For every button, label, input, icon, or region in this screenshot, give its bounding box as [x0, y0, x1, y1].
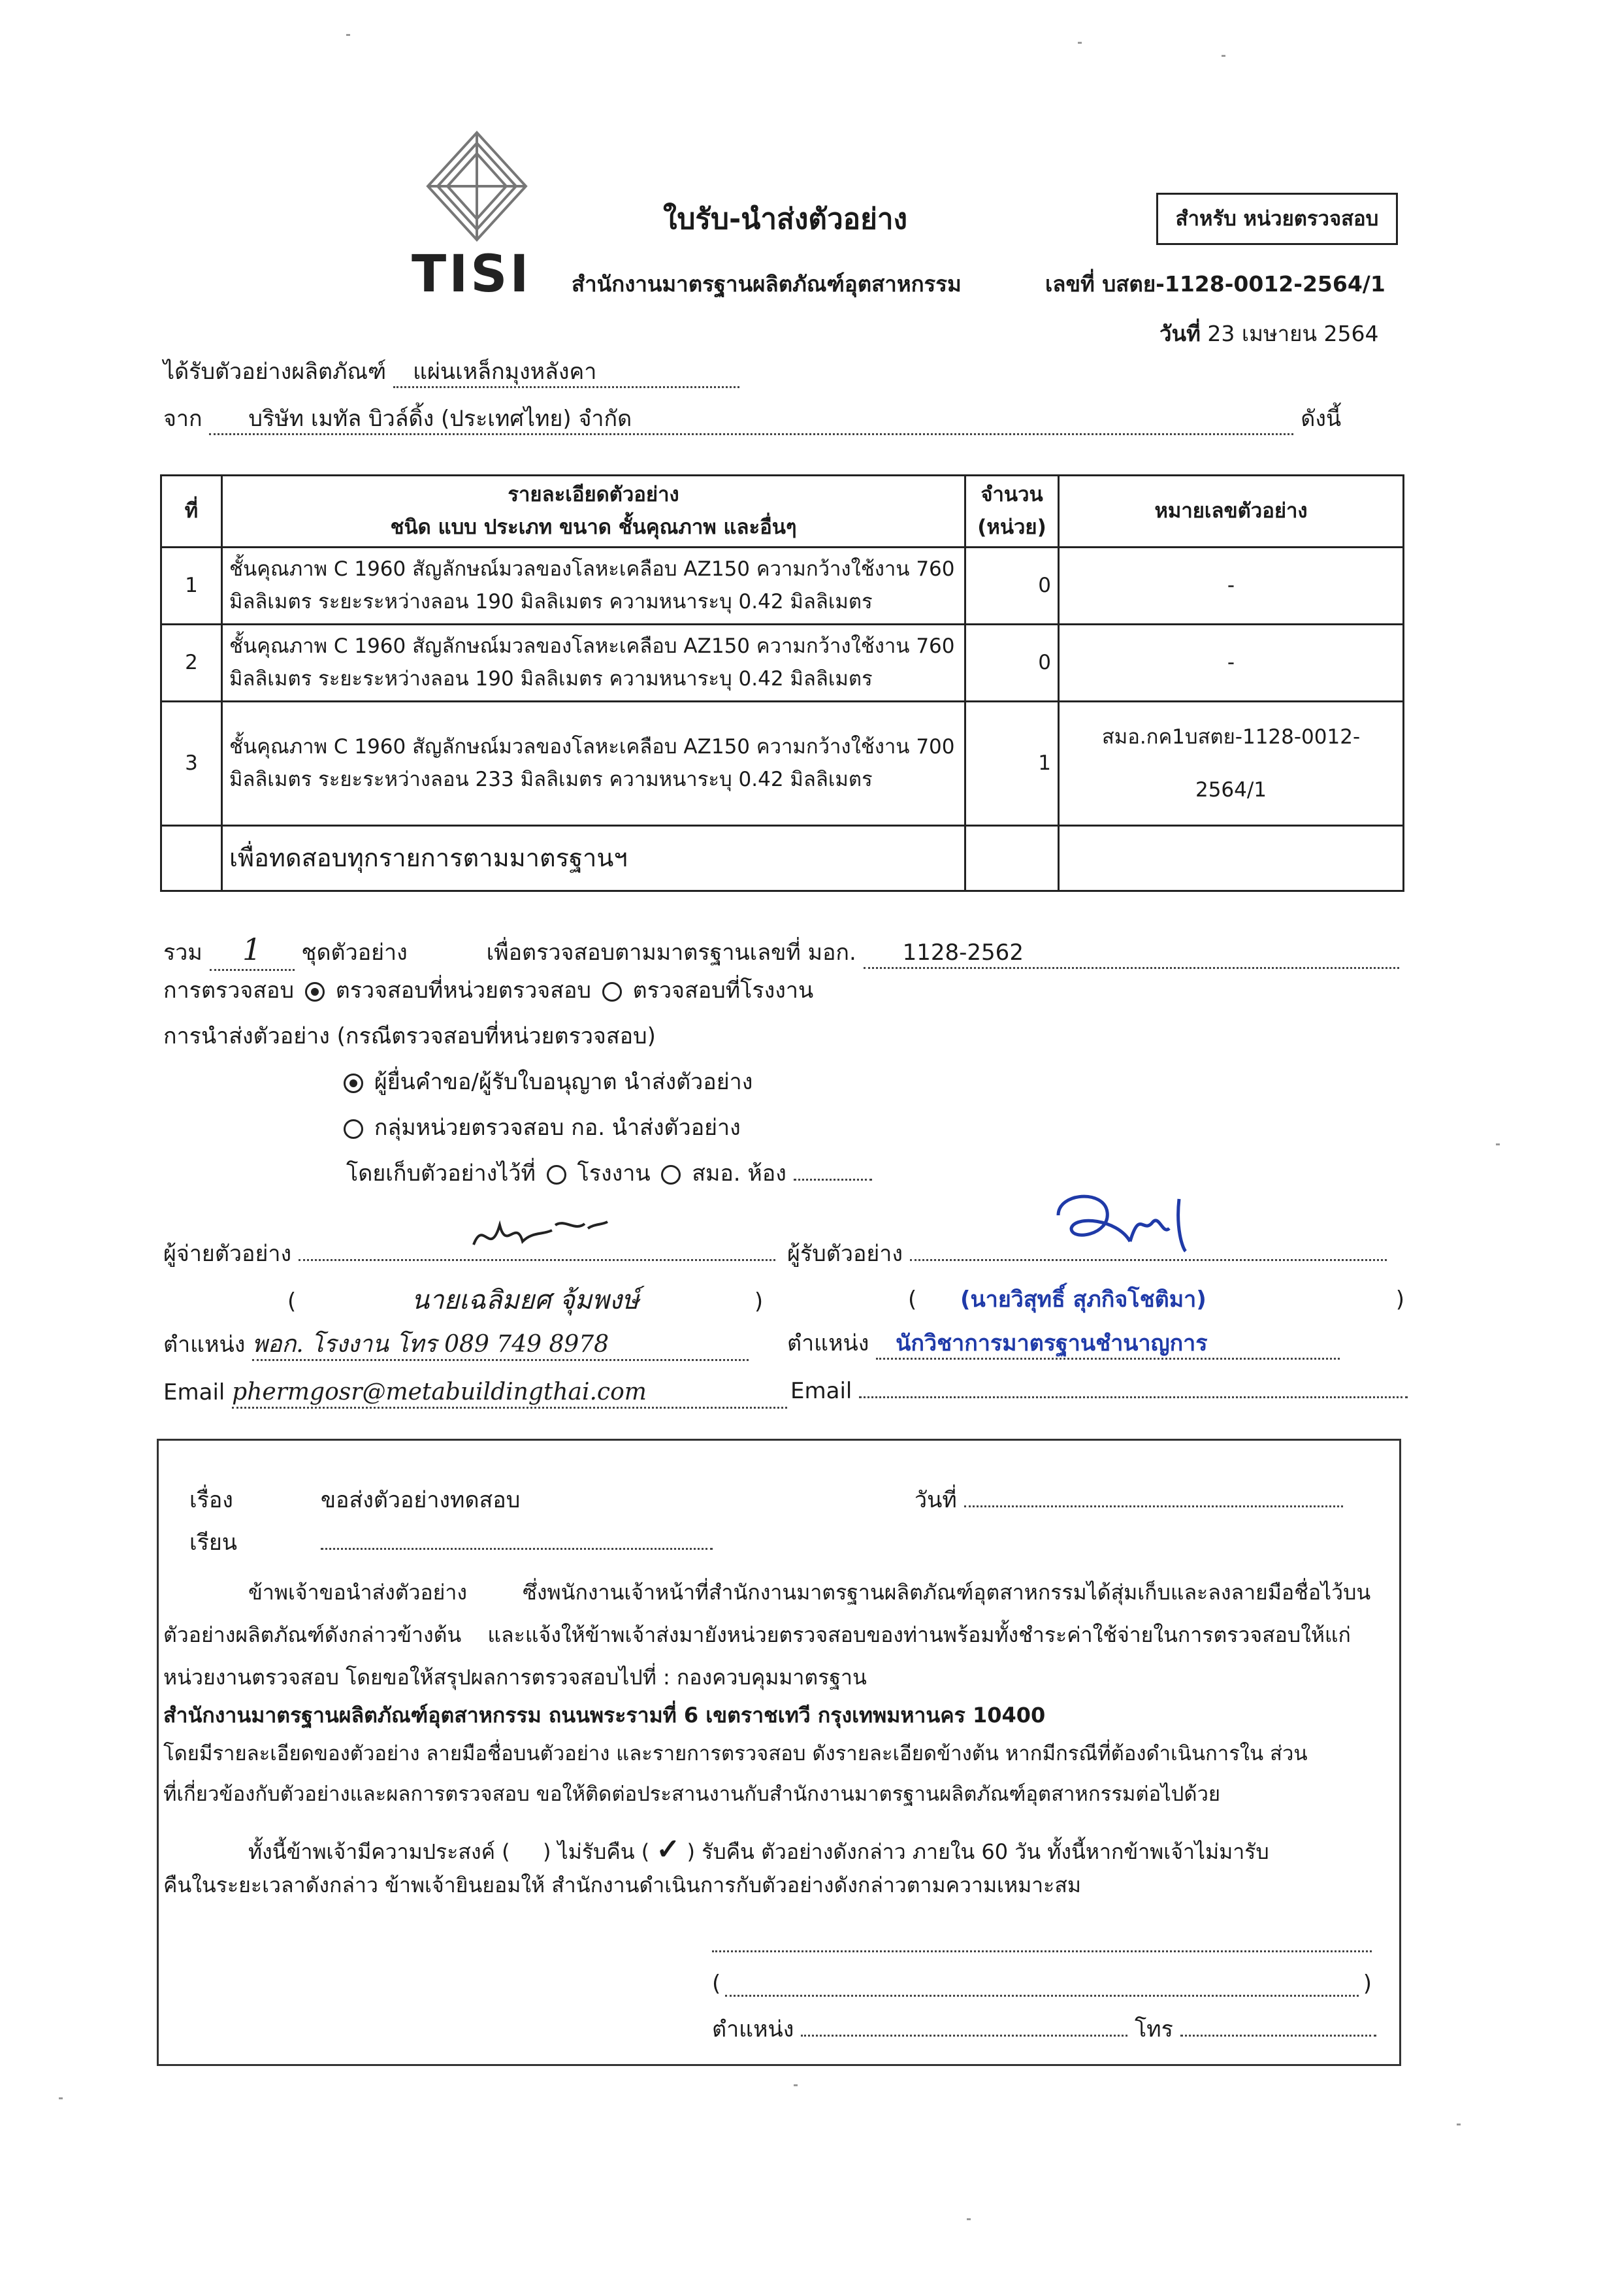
delivery-applicant-line	[340, 1068, 753, 1096]
giver-email-line	[163, 1377, 787, 1409]
scan-speck	[1078, 42, 1082, 44]
receiver-paren-open: (	[908, 1287, 917, 1313]
letter-subject-value: ขอส่งตัวอย่างทดสอบ	[320, 1487, 521, 1513]
radio-applicant-delivers[interactable]	[344, 1074, 363, 1093]
receiver-label: ผู้รับตัวอย่าง	[787, 1241, 903, 1267]
letter-p1a: ข้าพเจ้าขอนำส่งตัวอย่าง	[248, 1580, 467, 1605]
receiver-position-label: ตำแหน่ง	[787, 1330, 869, 1356]
giver-paren-close: )	[754, 1288, 764, 1315]
inspection-line	[163, 977, 813, 1005]
letter-to-field[interactable]	[321, 1548, 713, 1550]
scan-speck	[346, 34, 350, 36]
table-note-row	[161, 826, 1404, 891]
product-value: แผ่นเหล็กมุงหลังคา	[393, 358, 739, 388]
row-qty: 0	[965, 625, 1059, 702]
letter-signature-field[interactable]	[712, 1950, 1372, 1952]
as-follows: ดังนี้	[1301, 406, 1342, 432]
storage-label: โดยเก็บตัวอย่างไว้ที่	[346, 1160, 536, 1187]
form-title: ใบรับ-นำส่งตัวอย่าง	[663, 203, 908, 236]
giver-line	[163, 1240, 775, 1268]
set-label: ชุดตัวอย่าง	[301, 940, 408, 966]
row-sample-no: -	[1059, 548, 1404, 625]
scan-speck	[1496, 1143, 1500, 1145]
storage-line	[346, 1160, 872, 1188]
row-detail-line1: ชั้นคุณภาพ C 1960 สัญลักษณ์มวลของโลหะเคลือบ AZ150 ความกว้างใช้งาน 760	[229, 557, 955, 582]
giver-name: นายเฉลิมยศ จุ้มพงษ์	[411, 1285, 640, 1315]
letter-subject-line	[189, 1486, 520, 1515]
receiver-position-value: นักวิชาการมาตรฐานชำนาญการ	[876, 1330, 1340, 1360]
letter-p2d: คืนในระยะเวลาดังกล่าว ข้าพเจ้ายินยอมให้ สำนักงานดำเนินการกับตัวอย่างดังกล่าวตามความเหมาะสม	[163, 1873, 1081, 1897]
doc-date-value: 23 เมษายน 2564	[1207, 321, 1379, 346]
letter-para2-line1	[248, 1831, 1269, 1867]
doc-number-value: บสตย-1128-0012-2564/1	[1102, 271, 1385, 297]
doc-date-label: วันที่	[1159, 321, 1201, 346]
receiver-name: (นายวิสุทธิ์ สุภกิจโชติมา)	[960, 1287, 1207, 1313]
receiver-email-field[interactable]	[859, 1396, 1408, 1398]
row-no: 3	[161, 702, 222, 826]
opt-store-factory: โรงงาน	[577, 1160, 651, 1187]
from-label: จาก	[163, 406, 202, 432]
radio-group-delivers[interactable]	[344, 1119, 363, 1139]
table-row	[161, 548, 1404, 625]
giver-position-label: ตำแหน่ง	[163, 1332, 246, 1358]
receiver-paren-close: )	[1395, 1287, 1404, 1313]
product-label: ได้รับตัวอย่างผลิตภัณฑ์	[163, 359, 387, 385]
scan-speck	[967, 2218, 971, 2220]
receiver-signature	[1045, 1189, 1215, 1268]
letter-position-field[interactable]	[801, 2035, 1127, 2037]
row-no: 2	[161, 625, 222, 702]
letter-p2a: ทั้งนี้ข้าพเจ้ามีความประสงค์ (	[248, 1839, 510, 1864]
doc-number	[1045, 271, 1385, 297]
total-label: รวม	[163, 940, 202, 966]
opt-inspect-at-factory: ตรวจสอบที่โรงงาน	[632, 977, 814, 1004]
standard-value: 1128-2562	[864, 939, 1399, 969]
giver-paren-open: (	[287, 1288, 297, 1315]
letter-para1-line2	[163, 1622, 1351, 1648]
letter-p2c: ) รับคืน ตัวอย่างดังกล่าว ภายใน 60 วัน ทั้งนี้หากข้าพเจ้าไม่มารับ	[687, 1839, 1269, 1864]
letter-date-line	[915, 1486, 1343, 1515]
row-detail-line1: ชั้นคุณภาพ C 1960 สัญลักษณ์มวลของโลหะเคลือบ AZ150 ความกว้างใช้งาน 760	[229, 634, 955, 659]
col-detail-header-line2: ชนิด แบบ ประเภท ขนาด ชั้นคุณภาพ และอื่นๆ	[390, 515, 797, 539]
note-empty-qty	[965, 826, 1059, 891]
table-row	[161, 625, 1404, 702]
row-sample-no	[1059, 702, 1404, 826]
letter-signer-name-line	[712, 1970, 1372, 1998]
col-detail-header	[222, 476, 965, 548]
letter-to-line	[189, 1529, 713, 1557]
scan-speck	[1457, 2124, 1461, 2125]
letter-p1e: หน่วยงานตรวจสอบ โดยขอให้สรุปผลการตรวจสอบไปที่ : กองควบคุมมาตรฐาน	[163, 1665, 867, 1690]
giver-signature	[470, 1205, 614, 1264]
scan-speck	[1222, 55, 1225, 57]
row-detail	[222, 702, 965, 826]
col-detail-header-line1: รายละเอียดตัวอย่าง	[508, 483, 679, 506]
letter-phone-label: โทร	[1134, 2016, 1173, 2042]
delivery-label: การนำส่งตัวอย่าง (กรณีตรวจสอบที่หน่วยตรวจสอบ)	[163, 1023, 656, 1049]
for-unit-box	[1156, 193, 1398, 245]
row-sample-no-line1: สมอ.กค1บสตย-1128-0012-	[1101, 725, 1361, 749]
receiver-name-parens	[908, 1286, 1404, 1314]
letter-p1b: ซึ่งพนักงานเจ้าหน้าที่สำนักงานมาตรฐานผลิตภัณฑ์อุตสาหกรรมได้สุ่มเก็บและลงลายมือชื่อไว้บน	[523, 1580, 1371, 1605]
letter-p1f: สำนักงานมาตรฐานผลิตภัณฑ์อุตสาหกรรม ถนนพระรามที่ 6 เขตราชเทวี กรุงเทพมหานคร 10400	[163, 1703, 1046, 1728]
col-qty-header-line2: (หน่วย)	[977, 515, 1046, 539]
opt-group-delivers: กลุ่มหน่วยตรวจสอบ กอ. นำส่งตัวอย่าง	[374, 1115, 741, 1141]
letter-position-line	[712, 2016, 1376, 2044]
letter-phone-field[interactable]	[1180, 2035, 1376, 2037]
giver-label: ผู้จ่ายตัวอย่าง	[163, 1241, 292, 1267]
letter-position-label: ตำแหน่ง	[712, 2016, 794, 2042]
row-qty: 0	[965, 548, 1059, 625]
doc-number-label: เลขที่	[1045, 271, 1095, 297]
from-value: บริษัท เมทัล บิวล์ดิ้ง (ประเทศไทย) จำกัด	[209, 405, 1293, 435]
row-no: 1	[161, 548, 222, 625]
row-sample-no-line2: 2564/1	[1195, 778, 1267, 802]
opt-inspect-at-unit: ตรวจสอบที่หน่วยตรวจสอบ	[335, 977, 591, 1004]
from-line	[163, 405, 1401, 435]
giver-position-line	[163, 1330, 749, 1361]
scan-speck	[59, 2097, 63, 2099]
summary-line	[163, 931, 1399, 971]
agency-name: สำนักงานมาตรฐานผลิตภัณฑ์อุตสาหกรรม	[572, 271, 962, 297]
receiver-email-line	[790, 1377, 1408, 1405]
note-empty-sample	[1059, 826, 1404, 891]
total-value: 1	[210, 931, 295, 971]
table-row	[161, 702, 1404, 826]
letter-signer-name-field[interactable]	[725, 1995, 1359, 1997]
room-field[interactable]	[794, 1179, 872, 1181]
note-empty-cell	[161, 826, 222, 891]
col-qty-header	[965, 476, 1059, 548]
doc-date	[1159, 320, 1379, 347]
row-detail-line1: ชั้นคุณภาพ C 1960 สัญลักษณ์มวลของโลหะเคลือบ AZ150 ความกว้างใช้งาน 700	[229, 735, 955, 759]
opt-applicant-delivers: ผู้ยื่นคำขอ/ผู้รับใบอนุญาต นำส่งตัวอย่าง	[374, 1069, 753, 1095]
letter-p1g: โดยมีรายละเอียดของตัวอย่าง ลายมือชื่อบนตัวอย่าง และรายการตรวจสอบ ดังรายละเอียดข้างต้น หากมีกรณีที่ต้องดำเนินการใน ส่วน	[163, 1742, 1308, 1765]
scan-speck	[794, 2084, 798, 2086]
opt-store-tisi: สมอ. ห้อง	[692, 1160, 786, 1187]
row-sample-no: -	[1059, 625, 1404, 702]
col-sample-no-header: หมายเลขตัวอย่าง	[1059, 476, 1404, 548]
tisi-logo	[412, 127, 539, 304]
row-detail-line2: มิลลิเมตร ระยะระหว่างลอน 190 มิลลิเมตร ความหนาระบุ 0.42 มิลลิเมตร	[229, 589, 873, 614]
tisi-logo-text: TISI	[412, 245, 532, 304]
letter-date-label: วันที่	[915, 1487, 957, 1513]
letter-p2b: ) ไม่รับคืน (	[542, 1839, 650, 1864]
standard-label: เพื่อตรวจสอบตามมาตรฐานเลขที่ มอก.	[486, 940, 856, 966]
letter-p1d: และแจ้งให้ข้าพเจ้าส่งมายังหน่วยตรวจสอบของท่านพร้อมทั้งชำระค่าใช้จ่ายในการตรวจสอบให้แก่	[487, 1622, 1351, 1647]
giver-name-line	[287, 1284, 790, 1317]
product-line	[163, 358, 1401, 388]
radio-store-factory[interactable]	[547, 1165, 566, 1185]
letter-date-field[interactable]	[964, 1505, 1343, 1507]
receiver-email-label: Email	[790, 1378, 852, 1404]
for-unit-label: สำหรับ หน่วยตรวจสอบ	[1175, 206, 1379, 231]
letter-subject-label: เรื่อง	[189, 1487, 233, 1513]
row-qty: 1	[965, 702, 1059, 826]
letter-p1c: ตัวอย่างผลิตภัณฑ์ดังกล่าวข้างต้น	[163, 1622, 462, 1647]
letter-paren-open: (	[712, 1971, 721, 1997]
giver-email-label: Email	[163, 1379, 225, 1405]
row-detail	[222, 625, 965, 702]
table-header-row	[161, 476, 1404, 548]
row-detail-line2: มิลลิเมตร ระยะระหว่างลอน 190 มิลลิเมตร ความหนาระบุ 0.42 มิลลิเมตร	[229, 666, 873, 691]
table-note: เพื่อทดสอบทุกรายการตามมาตรฐานฯ	[222, 826, 965, 891]
radio-store-tisi[interactable]	[661, 1165, 681, 1185]
checkbox-return-checked[interactable]: ✓	[656, 1833, 681, 1866]
letter-para1-line1	[248, 1579, 1370, 1605]
col-qty-header-line1: จำนวน	[980, 483, 1043, 506]
inspection-label: การตรวจสอบ	[163, 977, 295, 1004]
row-detail	[222, 548, 965, 625]
col-no-header: ที่	[161, 476, 222, 548]
receiver-position-line	[787, 1330, 1340, 1360]
letter-paren-close: )	[1363, 1971, 1372, 1997]
giver-email-value: phermgosr@metabuildingthai.com	[232, 1377, 787, 1409]
radio-inspect-at-unit[interactable]	[305, 982, 325, 1002]
giver-position-value: พอก. โรงงาน โทร 089 749 8978	[252, 1330, 749, 1361]
sample-table	[160, 474, 1404, 892]
row-detail-line2: มิลลิเมตร ระยะระหว่างลอน 233 มิลลิเมตร ความหนาระบุ 0.42 มิลลิเมตร	[229, 767, 873, 791]
letter-to-label: เรียน	[189, 1530, 238, 1556]
delivery-group-line	[340, 1114, 741, 1142]
letter-p1h: ที่เกี่ยวข้องกับตัวอย่างและผลการตรวจสอบ ขอให้ติดต่อประสานงานกับสำนักงานมาตรฐานผลิตภัณฑ์อุตสาหกรรมต่อไปด้วย	[163, 1782, 1221, 1806]
radio-inspect-at-factory[interactable]	[602, 982, 622, 1002]
